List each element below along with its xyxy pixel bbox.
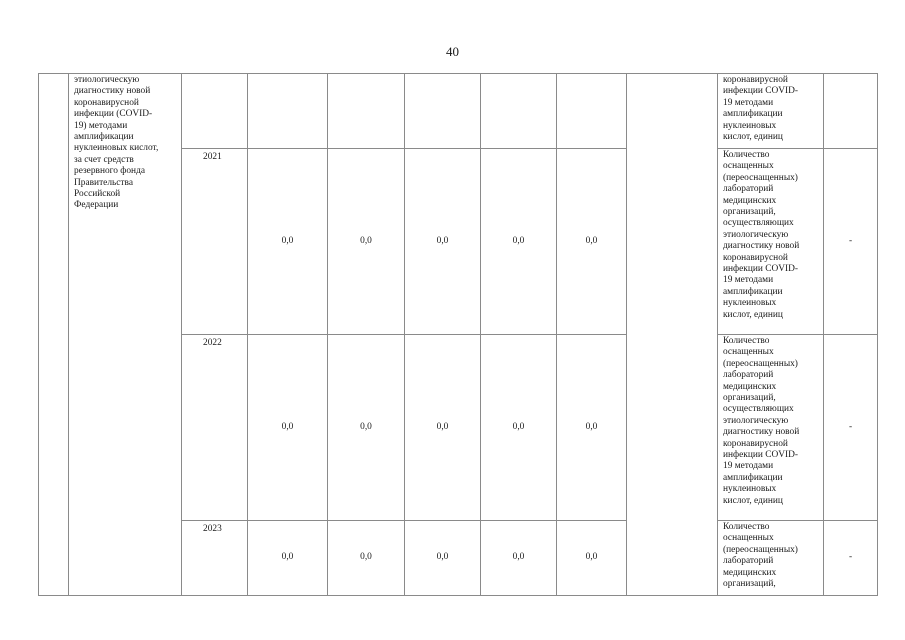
indicator-text: Количество оснащенных (переоснащенных) лабораторий медицинских организаций, <box>723 522 798 590</box>
value-cell: 0,0 <box>405 335 481 521</box>
value-cell: 0,0 <box>557 149 627 335</box>
value-cell: 0,0 <box>328 335 405 521</box>
indicator-cell <box>718 74 824 149</box>
indicator-text: Количество оснащенных (переоснащенных) лабораторий медицинских организаций, осуществляющих этиологическую диагностику новой коронавирусной инфекции COVID- 19 методами амплификации нуклеиновых кислот, единиц <box>723 150 800 320</box>
value-cell-empty <box>405 74 481 149</box>
value-cell: 0,0 <box>405 521 481 596</box>
value-cell: 0,0 <box>328 521 405 596</box>
target-cell: - <box>824 149 878 335</box>
year-cell: 2022 <box>182 335 248 521</box>
indicator-text: коронавирусной инфекции COVID- 19 методами амплификации нуклеиновых кислот, единиц <box>723 75 799 143</box>
indicator-cell <box>718 521 824 596</box>
indicator-cell <box>718 335 824 521</box>
value-cell: 0,0 <box>248 149 328 335</box>
target-cell-empty <box>824 74 878 149</box>
responsible-cell <box>627 74 718 596</box>
year-cell: 2023 <box>182 521 248 596</box>
indicator-text: Количество оснащенных (переоснащенных) лабораторий медицинских организаций, осуществляющих этиологическую диагностику новой коронавирусной инфекции COVID- 19 методами амплификации нуклеиновых кислот, единиц <box>723 336 800 506</box>
value-cell-empty <box>481 74 557 149</box>
program-table <box>38 73 878 596</box>
description-cell <box>69 74 182 596</box>
value-cell: 0,0 <box>405 149 481 335</box>
value-cell: 0,0 <box>481 149 557 335</box>
value-cell-empty <box>557 74 627 149</box>
page-number: 40 <box>446 44 459 59</box>
year-cell: 2021 <box>182 149 248 335</box>
value-cell-empty <box>248 74 328 149</box>
number-cell <box>39 74 69 596</box>
target-cell: - <box>824 335 878 521</box>
value-cell: 0,0 <box>328 149 405 335</box>
year-cell-empty <box>182 74 248 149</box>
value-cell: 0,0 <box>481 335 557 521</box>
value-cell: 0,0 <box>557 335 627 521</box>
description-text: этиологическую диагностику новой коронавирусной инфекции (COVID- 19) методами амплификации нуклеиновых кислот, за счет средств резервного фонда Правительства Российской Федерации <box>74 75 159 211</box>
value-cell: 0,0 <box>557 521 627 596</box>
value-cell: 0,0 <box>481 521 557 596</box>
value-cell-empty <box>328 74 405 149</box>
value-cell: 0,0 <box>248 521 328 596</box>
target-cell: - <box>824 521 878 596</box>
indicator-cell <box>718 149 824 335</box>
continuation-row <box>39 74 878 149</box>
value-cell: 0,0 <box>248 335 328 521</box>
